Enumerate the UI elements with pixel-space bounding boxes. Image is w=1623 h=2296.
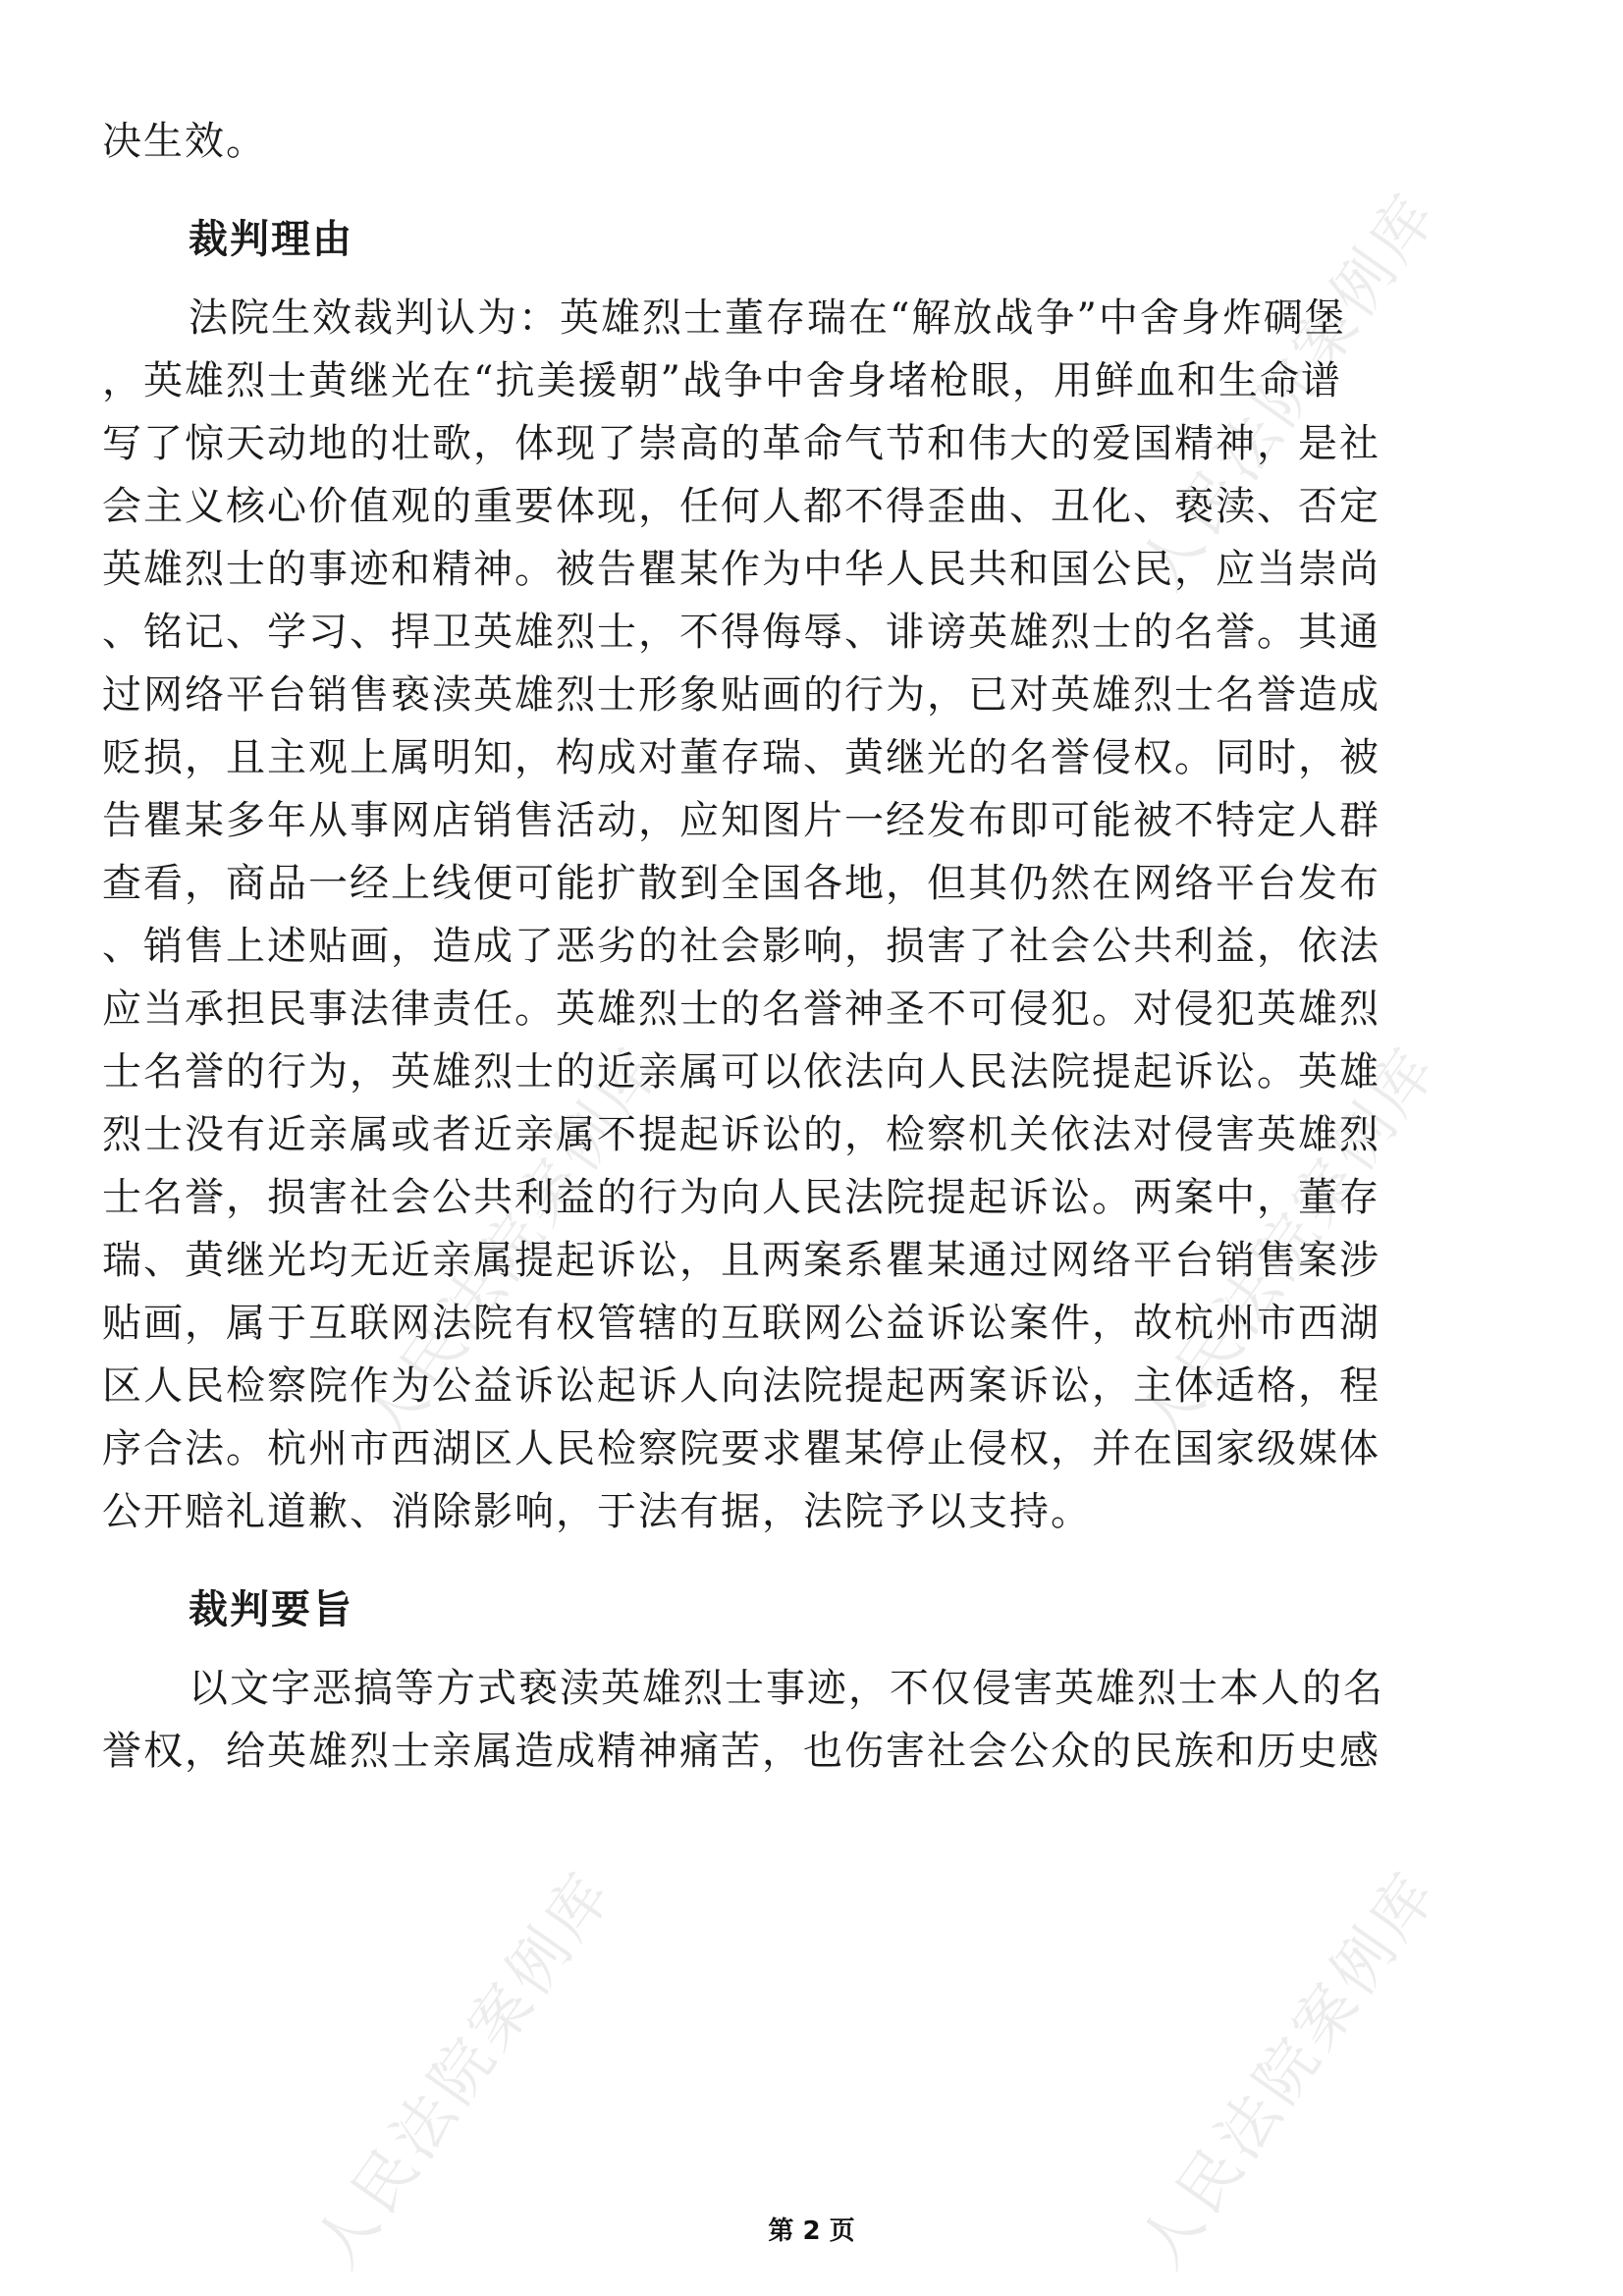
paragraph-line: ，英雄烈士黄继光在“抗美援朝”战争中舍身堵枪眼，用鲜血和生命谱 [102,358,1342,403]
paragraph-line: 过网络平台销售亵渎英雄烈士形象贴画的行为，已对英雄烈士名誉造成 [102,672,1380,718]
paragraph-line: 以文字恶搞等方式亵渎英雄烈士事迹，不仅侵害英雄烈士本人的名 [189,1666,1384,1711]
paragraph-line: 英雄烈士的事迹和精神。被告瞿某作为中华人民共和国公民，应当崇尚 [102,547,1380,592]
document-body [102,110,1526,1783]
paragraph-line: 序合法。杭州市西湖区人民检察院要求瞿某停止侵权，并在国家级媒体 [102,1426,1380,1471]
paragraph-line: 贬损，且主观上属明知，构成对董存瑞、黄继光的名誉侵权。同时，被 [102,735,1380,780]
section-heading-reasoning: 裁判理由 [189,217,353,262]
section-heading-key-points: 裁判要旨 [189,1587,353,1632]
paragraph-line: 誉权，给英雄烈士亲属造成精神痛苦，也伤害社会公众的民族和历史感 [102,1729,1380,1774]
paragraph-line: 瑞、黄继光均无近亲属提起诉讼，且两案系瞿某通过网络平台销售案涉 [102,1238,1380,1283]
paragraph-line: 士名誉，损害社会公共利益的行为向人民法院提起诉讼。两案中，董存 [102,1175,1380,1220]
paragraph-line: 贴画，属于互联网法院有权管辖的互联网公益诉讼案件，故杭州市西湖 [102,1301,1380,1346]
paragraph-line: 区人民检察院作为公益诉讼起诉人向法院提起两案诉讼，主体适格，程 [102,1363,1380,1409]
paragraph-line: 应当承担民事法律责任。英雄烈士的名誉神圣不可侵犯。对侵犯英雄烈 [102,987,1380,1032]
paragraph-line: 告瞿某多年从事网店销售活动，应知图片一经发布即可能被不特定人群 [102,798,1380,843]
paragraph-line: 会主义核心价值观的重要体现，任何人都不得歪曲、丑化、亵渎、否定 [102,484,1380,529]
paragraph-line: 公开赔礼道歉、消除影响，于法有据，法院予以支持。 [102,1489,1092,1534]
reasoning-paragraph [102,287,1526,1543]
page-number: 第 2 页 [768,2216,855,2246]
paragraph-line: 查看，商品一经上线便可能扩散到全国各地，但其仍然在网络平台发布 [102,861,1380,906]
watermark: 人民法院案例库 [299,1856,627,2281]
watermark: 人民法院案例库 [1124,1856,1452,2281]
watermark: 人民法院案例库 [1124,178,1452,603]
paragraph-line: 士名誉的行为，英雄烈士的近亲属可以依法向人民法院提起诉讼。英雄 [102,1049,1380,1095]
key-points-paragraph [102,1657,1526,1783]
continuation-text: 决生效。 [102,119,267,164]
paragraph-line: 、铭记、学习、捍卫英雄烈士，不得侮辱、诽谤英雄烈士的名誉。其通 [102,610,1380,655]
watermark: 人民法院案例库 [1124,1032,1452,1457]
paragraph-line: 法院生效裁判认为：英雄烈士董存瑞在“解放战争”中舍身炸碉堡 [189,295,1346,341]
watermark: 人民法院案例库 [349,1032,676,1457]
paragraph-line: 写了惊天动地的壮歌，体现了崇高的革命气节和伟大的爱国精神，是社 [102,421,1380,466]
paragraph-line: 烈士没有近亲属或者近亲属不提起诉讼的，检察机关依法对侵害英雄烈 [102,1112,1380,1157]
paragraph-line: 、销售上述贴画，造成了恶劣的社会影响，损害了社会公共利益，依法 [102,924,1380,969]
